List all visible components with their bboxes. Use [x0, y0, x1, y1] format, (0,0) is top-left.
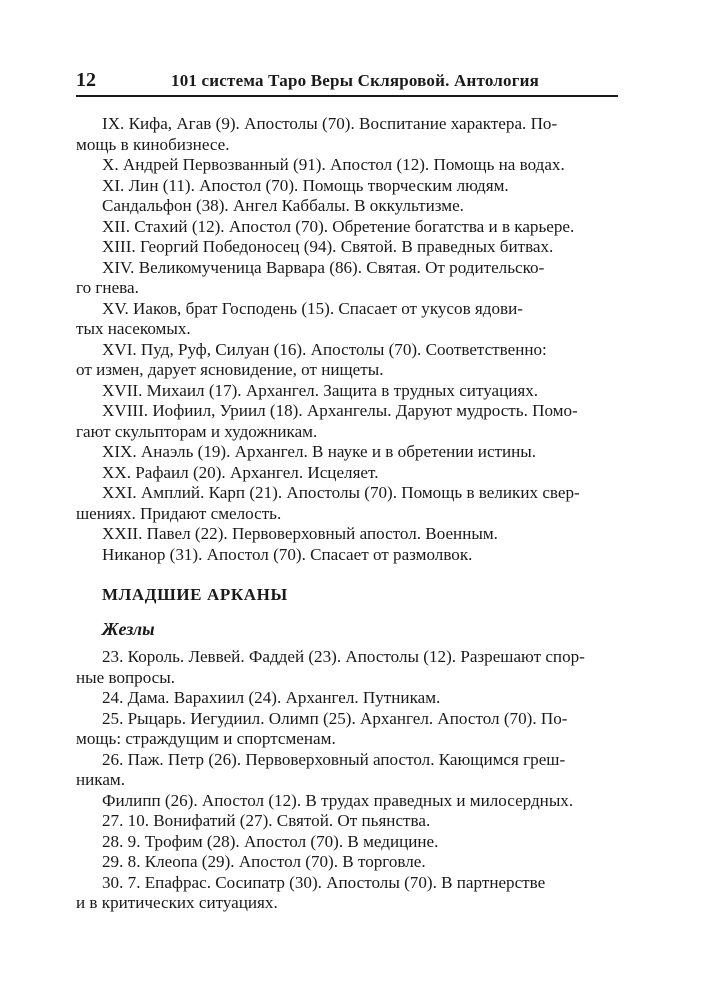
entry-line: XIII. Георгий Победоносец (94). Святой. В праведных битвах. [102, 237, 554, 256]
entry-line: XVIII. Иофиил, Уриил (18). Архангелы. Даруют мудрость. Помо- [102, 401, 578, 420]
running-title: 101 система Таро Веры Скляровой. Антология [171, 71, 540, 90]
entry-paragraph [76, 811, 618, 832]
entry-line: Сандальфон (38). Ангел Каббалы. В оккультизме. [102, 196, 464, 215]
page-number: 12 [76, 69, 96, 91]
entry-line: 23. Король. Леввей. Фаддей (23). Апостолы (12). Разрешают спор- [102, 647, 585, 666]
entry-line: XIX. Анаэль (19). Архангел. В науке и в обретении истины. [102, 442, 537, 461]
entry-paragraph [76, 873, 618, 914]
entry-paragraph [76, 524, 618, 545]
wands-list [76, 647, 618, 914]
entry-continuation-line: мощь в кинобизнесе. [76, 134, 230, 154]
entry-continuation-line: от измен, дарует ясновидение, от нищеты. [76, 360, 384, 379]
entry-paragraph [76, 463, 618, 484]
entry-line: 28. 9. Трофим (28). Апостол (70). В медицине. [102, 831, 439, 851]
entry-paragraph [76, 401, 618, 442]
entry-line: Филипп (26). Апостол (12). В трудах праведных и милосердных. [102, 790, 574, 810]
entry-continuation-line: тых насекомых. [76, 319, 191, 338]
entry-line: Никанор (31). Апостол (70). Спасает от размолвок. [102, 544, 473, 564]
entry-continuation-line: ные вопросы. [76, 667, 176, 687]
entry-line: XV. Иаков, брат Господень (15). Спасает от укусов ядови- [102, 298, 523, 318]
entry-line: XI. Лин (11). Апостол (70). Помощь творческим людям. [102, 175, 509, 195]
entry-line: XX. Рафаил (20). Архангел. Исцеляет. [102, 462, 379, 482]
page-header [76, 67, 618, 97]
entry-paragraph [76, 258, 618, 299]
entry-line: XVI. Пуд, Руф, Силуан (16). Апостолы (70). Соответственно: [102, 339, 547, 359]
entry-line: XVII. Михаил (17). Архангел. Защита в трудных ситуациях. [102, 380, 539, 400]
entry-line: 25. Рыцарь. Иегудиил. Олимп (25). Архангел. Апостол (70). По- [102, 708, 568, 728]
entry-line: 27. 10. Вонифатий (27). Святой. От пьянства. [102, 811, 431, 830]
entry-paragraph [76, 545, 618, 566]
entry-continuation-line: гают скульпторам и художникам. [76, 421, 318, 441]
entry-paragraph [76, 442, 618, 463]
subsection-heading: Жезлы [102, 619, 155, 639]
entry-paragraph [76, 832, 618, 853]
entry-paragraph [76, 237, 618, 258]
entry-paragraph [76, 709, 618, 750]
entry-line: XXII. Павел (22). Первоверховный апостол. Военным. [102, 524, 498, 543]
entry-paragraph [76, 791, 618, 812]
entry-paragraph [76, 381, 618, 402]
entry-line: X. Андрей Первозванный (91). Апостол (12). Помощь на водах. [102, 155, 565, 174]
entry-continuation-line: го гнева. [76, 278, 139, 297]
entry-line: 29. 8. Клеопа (29). Апостол (70). В торговле. [102, 852, 426, 871]
section-heading: МЛАДШИЕ АРКАНЫ [102, 585, 288, 604]
entry-continuation-line: никам. [76, 770, 126, 789]
entry-line: 24. Дама. Варахиил (24). Архангел. Путникам. [102, 688, 441, 707]
major-arcana-list [76, 114, 618, 565]
entry-continuation-line: и в критических ситуациях. [76, 893, 278, 912]
entry-paragraph [76, 176, 618, 197]
entry-continuation-line: шениях. Придают смелость. [76, 503, 282, 523]
entry-paragraph [76, 114, 618, 155]
entry-paragraph [76, 217, 618, 238]
entry-line: XIV. Великомученица Варвара (86). Святая. От родительско- [102, 257, 545, 277]
entry-paragraph [76, 299, 618, 340]
entry-line: IX. Кифа, Агав (9). Апостолы (70). Воспитание характера. По- [102, 114, 558, 133]
body-text [76, 114, 618, 914]
entry-paragraph [76, 852, 618, 873]
entry-line: XXI. Амплий. Карп (21). Апостолы (70). Помощь в великих свер- [102, 483, 580, 502]
entry-paragraph [76, 647, 618, 688]
entry-line: 30. 7. Епафрас. Сосипатр (30). Апостолы (70). В партнерстве [102, 872, 546, 892]
entry-paragraph [76, 155, 618, 176]
entry-continuation-line: мощь: страждущим и спортсменам. [76, 729, 336, 748]
entry-line: XII. Стахий (12). Апостол (70). Обретение богатства и в карьере. [102, 216, 575, 236]
entry-paragraph [76, 688, 618, 709]
entry-paragraph [76, 196, 618, 217]
entry-paragraph [76, 483, 618, 524]
entry-paragraph [76, 750, 618, 791]
entry-line: 26. Паж. Петр (26). Первоверховный апостол. Кающимся греш- [102, 749, 566, 769]
entry-paragraph [76, 340, 618, 381]
